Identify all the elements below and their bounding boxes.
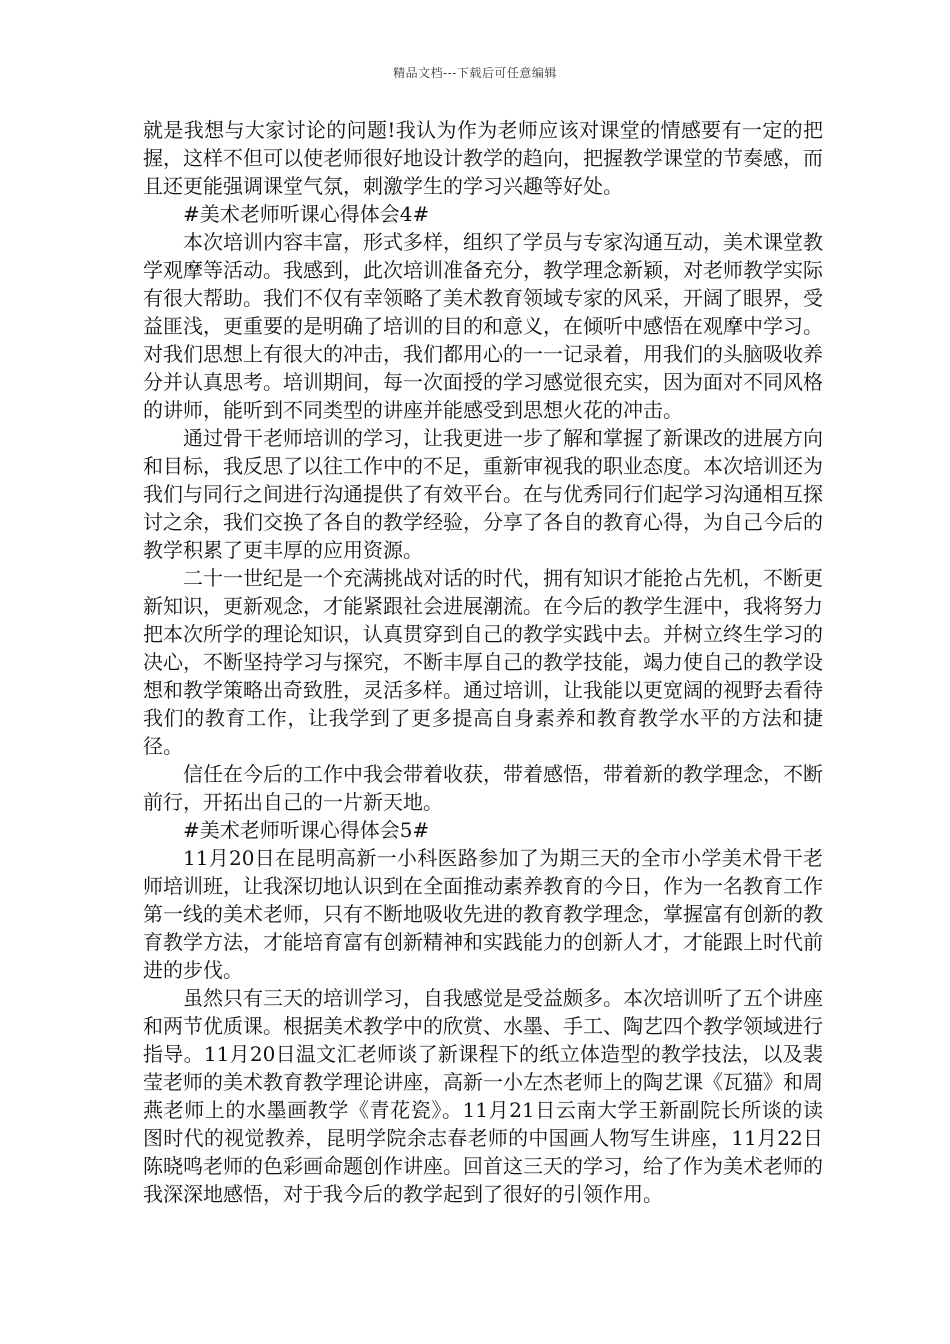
paragraph: 11月20日在昆明高新一小科医路参加了为期三天的全市小学美术骨干老师培训班，让我深切地认识到在全面推动素养教育的今日，作为一名教育工作第一线的美术老师，只有不断地吸收先进的教育教学理念，掌握富有创新的教育教学方法，才能培育富有创新精神和实践能力的创新人才，才能跟上时代前进的步伐。 — [143, 846, 823, 982]
paragraph: 本次培训内容丰富，形式多样，组织了学员与专家沟通互动，美术课堂教学观摩等活动。我感到，此次培训准备充分，教学理念新颖，对老师教学实际有很大帮助。我们不仅有幸领略了美术教育领域专家的风采，开阔了眼界，受益匪浅，更重要的是明确了培训的目的和意义，在倾听中感悟在观摩中学习。对我们思想上有很大的冲击，我们都用心的一一记录着，用我们的头脑吸收养分并认真思考。培训期间，每一次面授的学习感觉很充实，因为面对不同风格的讲师，能听到不同类型的讲座并能感受到思想火花的冲击。 — [143, 230, 823, 422]
paragraph: 二十一世纪是一个充满挑战对话的时代，拥有知识才能抢占先机，不断更新知识，更新观念，才能紧跟社会进展潮流。在今后的教学生涯中，我将努力把本次所学的理论知识，认真贯穿到自己的教学实践中去。并树立终生学习的决心，不断坚持学习与探究，不断丰厚自己的教学技能，竭力使自己的教学设想和教学策略出奇致胜，灵活多样。通过培训，让我能以更宽阔的视野去看待我们的教育工作，让我学到了更多提高自身素养和教育教学水平的方法和捷径。 — [143, 566, 823, 758]
page-header: 精品文档---下载后可任意编辑 — [393, 66, 557, 80]
paragraph: 就是我想与大家讨论的问题!我认为作为老师应该对课堂的情感要有一定的把握，这样不但可以使老师很好地设计教学的趋向，把握教学课堂的节奏感，而且还更能强调课堂气氛，刺激学生的学习兴趣等好处。 — [143, 118, 823, 198]
document-body — [143, 116, 823, 1208]
section-heading: #美术老师听课心得体会4# — [183, 202, 430, 226]
paragraph: 虽然只有三天的培训学习，自我感觉是受益颇多。本次培训听了五个讲座和两节优质课。根据美术教学中的欣赏、水墨、手工、陶艺四个教学领域进行指导。11月20日温文汇老师谈了新课程下的纸立体造型的教学技法，以及裴莹老师的美术教育教学理论讲座，高新一小左杰老师上的陶艺课《瓦猫》和周燕老师上的水墨画教学《青花瓷》。11月21日云南大学王新副院长所谈的读图时代的视觉教养，昆明学院余志春老师的中国画人物写生讲座，11月22日陈晓鸣老师的色彩画命题创作讲座。回首这三天的学习，给了作为美术老师的我深深地感悟，对于我今后的教学起到了很好的引领作用。 — [143, 986, 823, 1206]
section-heading: #美术老师听课心得体会5# — [183, 818, 430, 842]
paragraph: 通过骨干老师培训的学习，让我更进一步了解和掌握了新课改的进展方向和目标，我反思了以往工作中的不足，重新审视我的职业态度。本次培训还为我们与同行之间进行沟通提供了有效平台。在与优秀同行们起学习沟通相互探讨之余，我们交换了各自的教学经验，分享了各自的教育心得，为自己今后的教学积累了更丰厚的应用资源。 — [143, 426, 823, 562]
paragraph: 信任在今后的工作中我会带着收获，带着感悟，带着新的教学理念，不断前行，开拓出自己的一片新天地。 — [143, 762, 823, 814]
